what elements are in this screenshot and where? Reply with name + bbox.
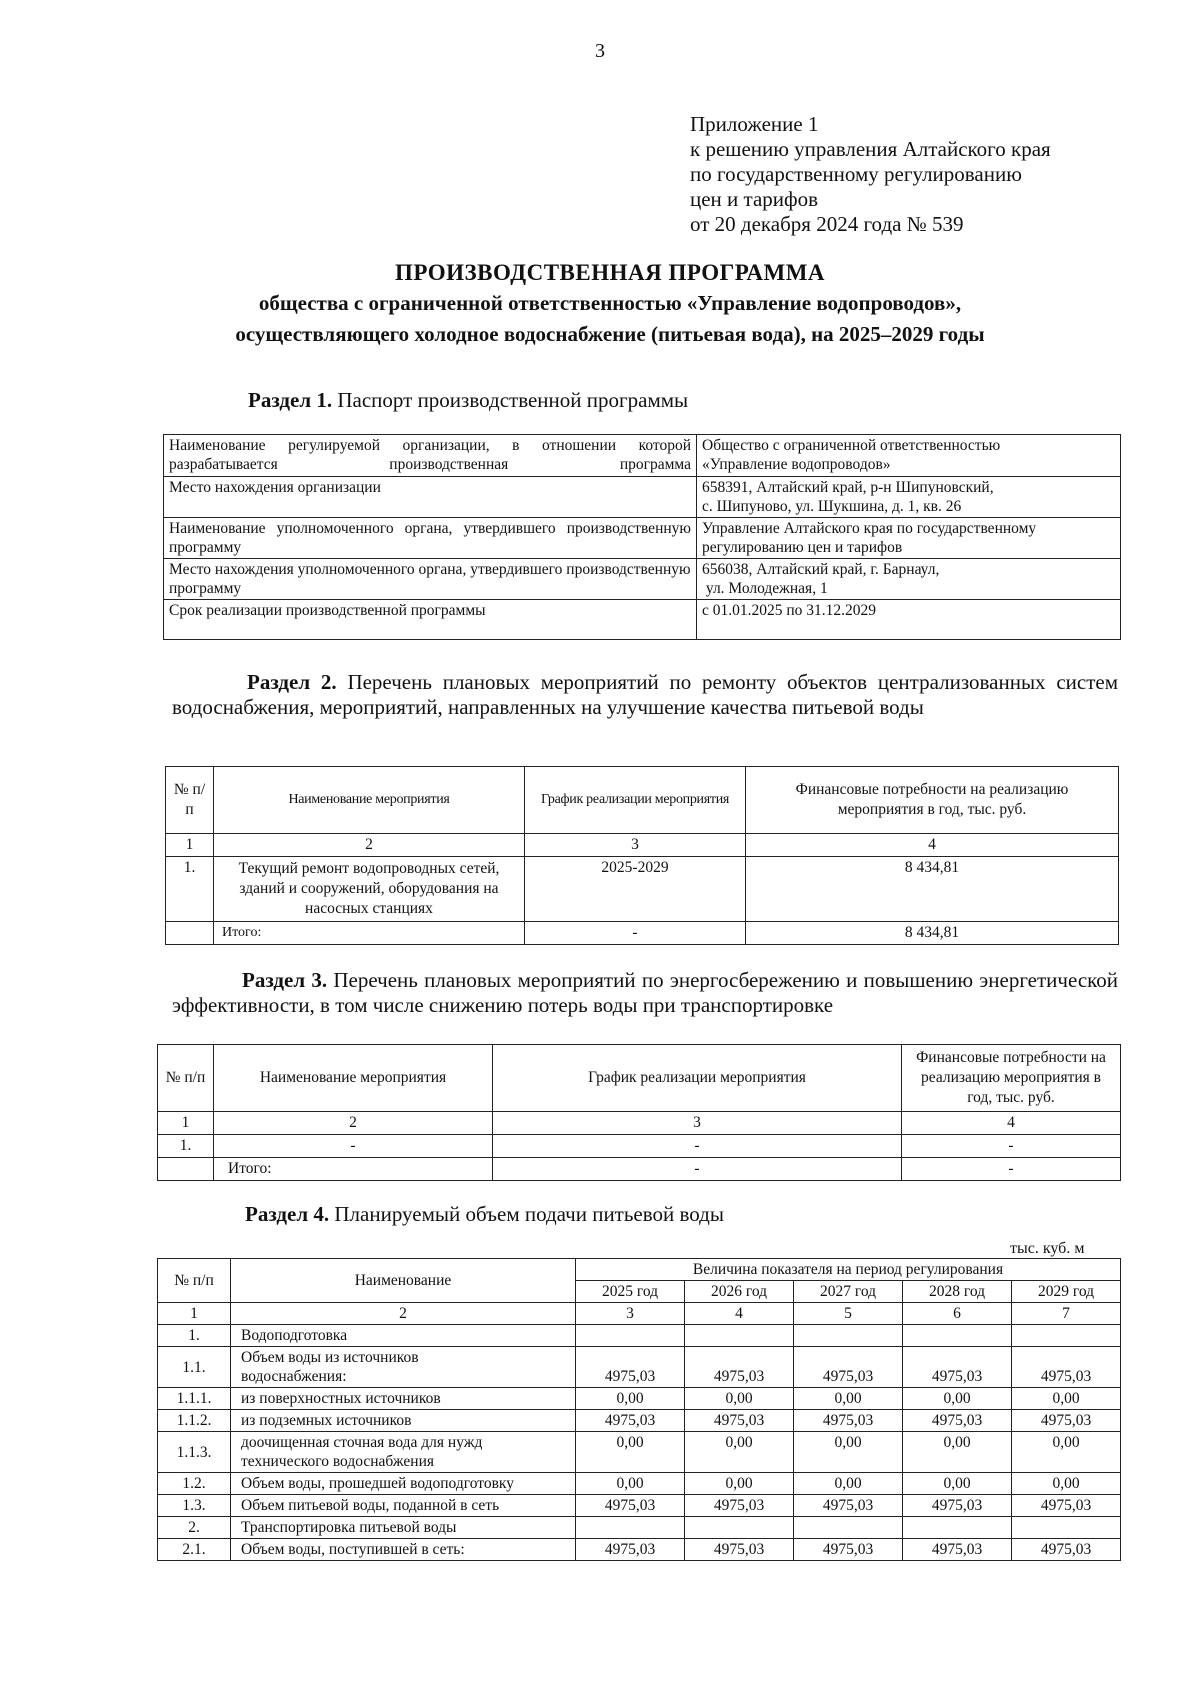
table-header-row: [166, 767, 1119, 834]
table-cell: 4975,03: [794, 1495, 903, 1517]
table-cell: 1.2.: [158, 1473, 231, 1495]
table-cell: 4975,03: [1012, 1347, 1121, 1388]
table-cell: 2.1.: [158, 1539, 231, 1561]
section-label: Раздел 1.: [248, 388, 333, 412]
cell-line: с. Шипуново, ул. Шукшина, д. 1, кв. 26: [702, 498, 962, 515]
table-cell: 1.1.2.: [158, 1410, 231, 1432]
table-cell: Срок реализации производственной программы: [164, 600, 697, 640]
cell-line: Управление Алтайского края по государственному: [702, 520, 1037, 537]
table-cell: 4975,03: [685, 1410, 794, 1432]
table-cell: 0,00: [576, 1388, 685, 1410]
energy-events-table: [157, 1044, 1121, 1181]
table-cell: [697, 518, 1121, 559]
table-cell: 0,00: [685, 1432, 794, 1473]
table-cell: 2.: [158, 1517, 231, 1539]
table-row: [158, 1539, 1121, 1561]
table-row: [158, 1325, 1121, 1347]
table-cell: 1: [158, 1112, 214, 1135]
table-cell: Объем воды, прошедшей водоподготовку: [231, 1473, 576, 1495]
table-cell: Объем питьевой воды, поданной в сеть: [231, 1495, 576, 1517]
water-volume-table: [157, 1258, 1121, 1561]
table-cell: 4975,03: [1012, 1410, 1121, 1432]
table-header-row: [158, 1259, 1121, 1281]
table-cell: 4975,03: [903, 1410, 1012, 1432]
table-cell: 1.3.: [158, 1495, 231, 1517]
section-1-heading: [248, 388, 1128, 413]
table-cell: Итого:: [214, 922, 525, 945]
table-cell: 4975,03: [685, 1495, 794, 1517]
table-cell: 4: [746, 834, 1119, 857]
table-cell: 4: [685, 1303, 794, 1325]
table-header-cell: 2028 год: [903, 1281, 1012, 1303]
table-cell: 2: [231, 1303, 576, 1325]
table-cell: 3: [493, 1112, 902, 1135]
table-cell: доочищенная сточная вода для нужд технического водоснабжения: [231, 1432, 576, 1473]
table-cell: из подземных источников: [231, 1410, 576, 1432]
table-cell: 4975,03: [1012, 1495, 1121, 1517]
table-cell: 4975,03: [576, 1410, 685, 1432]
table-row: [158, 1473, 1121, 1495]
table-cell: Место нахождения организации: [164, 477, 697, 518]
title-main: ПРОИЗВОДСТВЕННАЯ ПРОГРАММА: [394, 260, 826, 285]
appendix-block: [690, 112, 1051, 237]
table-cell: [697, 435, 1121, 477]
table-row: [158, 1112, 1121, 1135]
cell-line: 656038, Алтайский край, г. Барнаул,: [702, 561, 940, 578]
table-cell: 0,00: [903, 1432, 1012, 1473]
table-cell: 2: [214, 834, 525, 857]
table-cell: [685, 1517, 794, 1539]
appendix-line: Приложение 1: [690, 112, 819, 136]
table-row: [158, 1517, 1121, 1539]
table-cell: Транспортировка питьевой воды: [231, 1517, 576, 1539]
table-cell: 7: [1012, 1303, 1121, 1325]
table-cell: 4975,03: [903, 1539, 1012, 1561]
section-text: Перечень плановых мероприятий по энергосбережению и повышению энергетической эффективности, в том числе снижению потерь воды при транспортировке: [172, 968, 1119, 1017]
table-cell: Наименование уполномоченного органа, утвердившего производственную программу: [164, 518, 697, 559]
table-cell: 0,00: [794, 1432, 903, 1473]
table-cell: 0,00: [576, 1432, 685, 1473]
table-row: [164, 559, 1121, 600]
table-row: [158, 1388, 1121, 1410]
appendix-line: по государственному регулированию: [690, 162, 1022, 186]
table-cell: 8 434,81: [746, 922, 1119, 945]
table-cell: 5: [794, 1303, 903, 1325]
table-cell: [166, 922, 214, 945]
table-header-cell: 2029 год: [1012, 1281, 1121, 1303]
table-cell: Объем воды, поступившей в сеть:: [231, 1539, 576, 1561]
table-cell: 0,00: [903, 1473, 1012, 1495]
document-title: [140, 258, 1080, 350]
table-cell: [794, 1325, 903, 1347]
cell-line: Общество с ограниченной ответственностью: [702, 437, 1001, 454]
table-cell: 4975,03: [685, 1539, 794, 1561]
table-cell: 1.1.: [158, 1347, 231, 1388]
table-cell: 8 434,81: [746, 857, 1119, 922]
table-cell: 6: [903, 1303, 1012, 1325]
table-row: [164, 600, 1121, 640]
table-cell: 4975,03: [794, 1347, 903, 1388]
table-row: [166, 857, 1119, 922]
table-header-cell: Наименование мероприятия: [214, 767, 525, 834]
passport-table: [163, 434, 1121, 640]
table-header-cell: Финансовые потребности на реализацию мероприятия в год, тыс. руб.: [902, 1045, 1121, 1112]
table-header-cell: График реализации мероприятия: [493, 1045, 902, 1112]
table-cell: 1.: [158, 1135, 214, 1158]
title-line: осуществляющего холодное водоснабжение (питьевая вода), на 2025–2029 годы: [235, 322, 985, 346]
cell-line: с 01.01.2025 по 31.12.2029: [702, 602, 877, 619]
table-cell: 1.: [158, 1325, 231, 1347]
title-line: общества с ограниченной ответственностью «Управление водопроводов»,: [258, 291, 962, 315]
table-cell: [697, 600, 1121, 640]
table-cell: -: [525, 922, 746, 945]
table-cell: -: [214, 1135, 493, 1158]
section-label: Раздел 2.: [247, 670, 337, 694]
table-cell: 0,00: [1012, 1388, 1121, 1410]
table-cell: -: [493, 1135, 902, 1158]
table-header-cell: № п/п: [158, 1045, 214, 1112]
table-cell: 4975,03: [576, 1347, 685, 1388]
table-header-cell: График реализации мероприятия: [525, 767, 746, 834]
table-cell: 4975,03: [903, 1495, 1012, 1517]
table-cell: 4: [902, 1112, 1121, 1135]
appendix-line: от 20 декабря 2024 года № 539: [690, 212, 964, 236]
table-cell: Текущий ремонт водопроводных сетей, зданий и сооружений, оборудования на насосных станциях: [214, 857, 525, 922]
table-header-cell: Финансовые потребности на реализацию мероприятия в год, тыс. руб.: [746, 767, 1119, 834]
table-cell: 2025-2029: [525, 857, 746, 922]
table-cell: 0,00: [794, 1473, 903, 1495]
appendix-line: цен и тарифов: [690, 187, 819, 211]
table-cell: 4975,03: [1012, 1539, 1121, 1561]
table-cell: 0,00: [576, 1473, 685, 1495]
table-cell: 0,00: [685, 1473, 794, 1495]
section-label: Раздел 4.: [245, 1202, 330, 1226]
table-cell: [794, 1517, 903, 1539]
table-cell: Водоподготовка: [231, 1325, 576, 1347]
table-cell: Объем воды из источников водоснабжения:: [231, 1347, 576, 1388]
table-cell: [903, 1325, 1012, 1347]
section-3-heading: [172, 968, 1118, 1018]
table-row: [158, 1303, 1121, 1325]
table-cell: 4975,03: [903, 1347, 1012, 1388]
table-cell: [576, 1517, 685, 1539]
table-cell: -: [902, 1158, 1121, 1181]
table-cell: 1: [166, 834, 214, 857]
table-cell: 4975,03: [685, 1347, 794, 1388]
table-cell: 0,00: [685, 1388, 794, 1410]
table-cell: 0,00: [903, 1388, 1012, 1410]
table-cell: 0,00: [1012, 1432, 1121, 1473]
table-header-cell: Наименование: [231, 1259, 576, 1303]
table-cell: [903, 1517, 1012, 1539]
table-row: [164, 435, 1121, 477]
table-header-row: [158, 1045, 1121, 1112]
table-cell: [697, 477, 1121, 518]
table-row: [164, 477, 1121, 518]
section-text: Перечень плановых мероприятий по ремонту объектов централизованных систем водоснабжения, мероприятий, направленных на улучшение качества питьевой воды: [172, 670, 1118, 719]
appendix-line: к решению управления Алтайского края: [690, 137, 1051, 161]
table-cell: -: [902, 1135, 1121, 1158]
table-cell: 1: [158, 1303, 231, 1325]
section-4-heading: [245, 1202, 1125, 1227]
table-cell: 1.1.3.: [158, 1432, 231, 1473]
table-cell: [697, 559, 1121, 600]
table-row: [158, 1410, 1121, 1432]
section-text: Паспорт производственной программы: [337, 388, 689, 412]
table-row: [166, 922, 1119, 945]
cell-line: 658391, Алтайский край, р-н Шипуновский,: [702, 479, 994, 496]
repair-events-table: [165, 766, 1119, 945]
table-row: [158, 1432, 1121, 1473]
table-cell: Наименование регулируемой организации, в отношении которой разрабатывается производственная программа: [164, 435, 697, 477]
table-row: [164, 518, 1121, 559]
table-row: [158, 1347, 1121, 1388]
table-cell: 4975,03: [794, 1410, 903, 1432]
table-cell: 0,00: [794, 1388, 903, 1410]
units-label: тыс. куб. м: [1010, 1240, 1085, 1257]
table-cell: из поверхностных источников: [231, 1388, 576, 1410]
table-header-cell: 2026 год: [685, 1281, 794, 1303]
cell-line: ул. Молодежная, 1: [702, 580, 828, 597]
table-cell: [685, 1325, 794, 1347]
cell-line: «Управление водопроводов»: [702, 456, 891, 473]
table-header-cell: Величина показателя на период регулирования: [576, 1259, 1121, 1281]
table-row: [166, 834, 1119, 857]
section-2-heading: [172, 670, 1118, 720]
table-cell: 0,00: [1012, 1473, 1121, 1495]
table-cell: [1012, 1517, 1121, 1539]
table-cell: 4975,03: [794, 1539, 903, 1561]
table-cell: Место нахождения уполномоченного органа, утвердившего производственную программу: [164, 559, 697, 600]
table-cell: 2: [214, 1112, 493, 1135]
section-text: Планируемый объем подачи питьевой воды: [334, 1202, 724, 1226]
table-header-cell: 2027 год: [794, 1281, 903, 1303]
table-header-cell: № п/п: [166, 767, 214, 834]
table-cell: 4975,03: [576, 1495, 685, 1517]
table-row: [158, 1495, 1121, 1517]
table-cell: 3: [525, 834, 746, 857]
page-number: 3: [595, 40, 605, 62]
table-cell: Итого:: [214, 1158, 493, 1181]
table-header-cell: Наименование мероприятия: [214, 1045, 493, 1112]
table-header-cell: 2025 год: [576, 1281, 685, 1303]
table-cell: 1.: [166, 857, 214, 922]
table-header-cell: № п/п: [158, 1259, 231, 1303]
cell-line: регулированию цен и тарифов: [702, 539, 903, 556]
table-cell: [158, 1158, 214, 1181]
table-row: [158, 1158, 1121, 1181]
table-cell: 3: [576, 1303, 685, 1325]
section-label: Раздел 3.: [242, 968, 328, 992]
table-cell: -: [493, 1158, 902, 1181]
table-cell: [1012, 1325, 1121, 1347]
table-cell: 4975,03: [576, 1539, 685, 1561]
table-cell: 1.1.1.: [158, 1388, 231, 1410]
table-row: [158, 1135, 1121, 1158]
table-cell: [576, 1325, 685, 1347]
